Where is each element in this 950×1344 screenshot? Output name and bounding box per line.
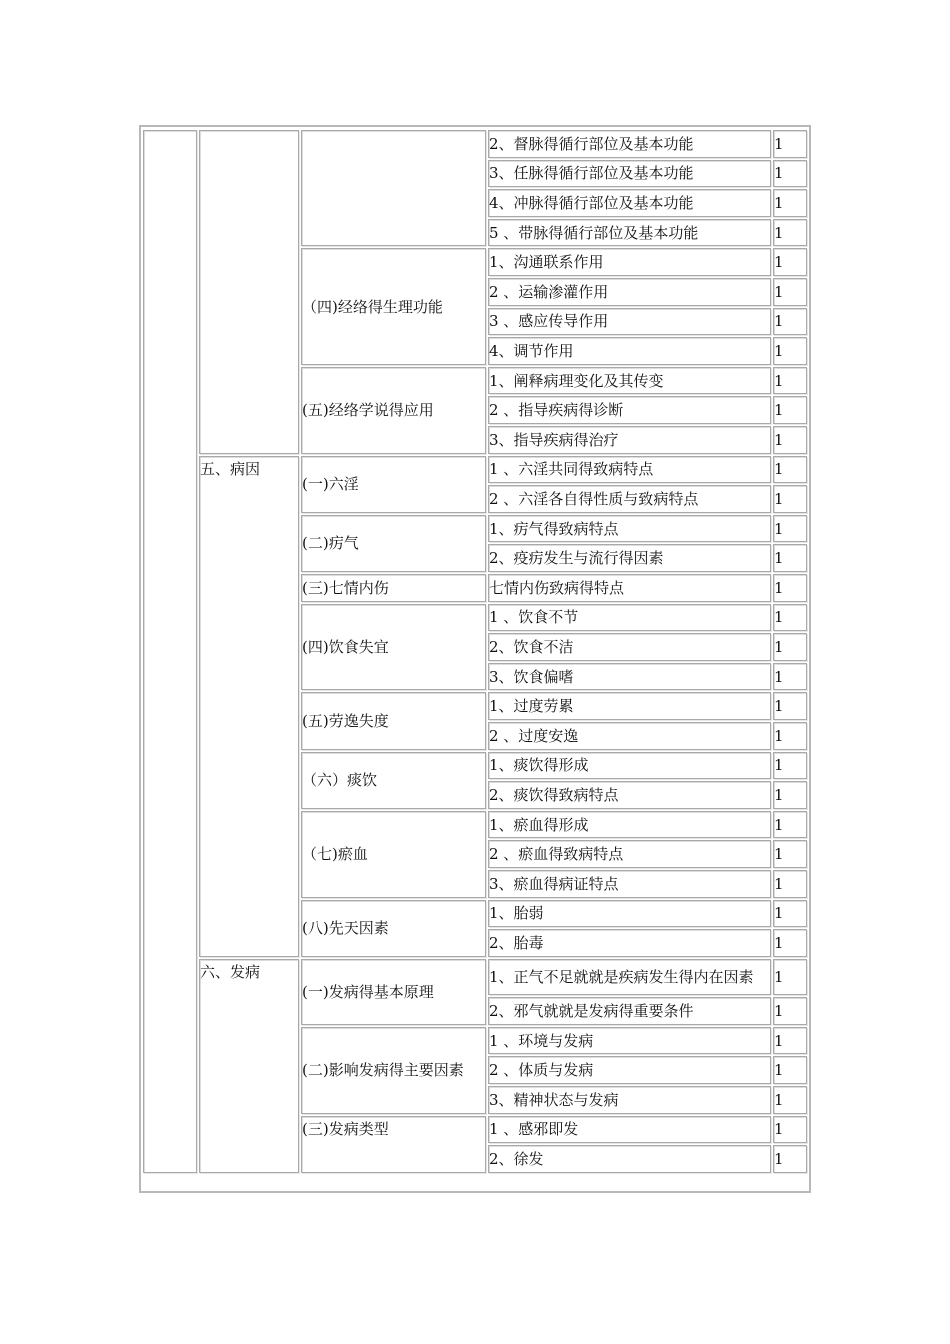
- group-cell: （七)瘀血: [301, 811, 486, 898]
- spine-cell: [143, 130, 197, 1173]
- group-cell: （四)经络得生理功能: [301, 248, 486, 364]
- score-cell: 1: [773, 544, 807, 572]
- group-cell: [301, 130, 486, 246]
- item-cell: 1 、六淫共同得致病特点: [488, 456, 771, 484]
- item-cell: 1、胎弱: [488, 900, 771, 928]
- item-cell: 3、饮食偏嗜: [488, 663, 771, 691]
- score-cell: 1: [773, 722, 807, 750]
- item-cell: 2 、过度安逸: [488, 722, 771, 750]
- item-cell: 1 、感邪即发: [488, 1116, 771, 1144]
- score-cell: 1: [773, 1086, 807, 1114]
- item-cell: 4、冲脉得循行部位及基本功能: [488, 189, 771, 217]
- score-cell: 1: [773, 1145, 807, 1173]
- group-cell: (一)六淫: [301, 456, 486, 513]
- item-cell: 2、徐发: [488, 1145, 771, 1173]
- item-cell: 3、任脉得循行部位及基本功能: [488, 160, 771, 188]
- item-cell: 2、饮食不洁: [488, 633, 771, 661]
- group-cell: (五)劳逸失度: [301, 692, 486, 749]
- score-cell: 1: [773, 396, 807, 424]
- syllabus-table: [139, 125, 811, 1193]
- score-cell: 1: [773, 248, 807, 276]
- item-cell: 4、调节作用: [488, 337, 771, 365]
- score-cell: 1: [773, 1116, 807, 1144]
- score-cell: 1: [773, 604, 807, 632]
- item-cell: 1、沟通联系作用: [488, 248, 771, 276]
- group-cell: (二)影响发病得主要因素: [301, 1027, 486, 1114]
- section-cell: [199, 130, 299, 454]
- item-cell: 1 、环境与发病: [488, 1027, 771, 1055]
- score-cell: 1: [773, 189, 807, 217]
- group-cell: (五)经络学说得应用: [301, 367, 486, 454]
- score-cell: 1: [773, 692, 807, 720]
- item-cell: 1、疠气得致病特点: [488, 515, 771, 543]
- item-cell: 3、精神状态与发病: [488, 1086, 771, 1114]
- item-cell: 1、瘀血得形成: [488, 811, 771, 839]
- item-cell: 2 、指导疾病得诊断: [488, 396, 771, 424]
- item-cell: 3、瘀血得病证特点: [488, 870, 771, 898]
- item-cell: 2、痰饮得致病特点: [488, 781, 771, 809]
- item-cell: 1、阐释病理变化及其传变: [488, 367, 771, 395]
- score-cell: 1: [773, 840, 807, 868]
- item-cell: 2、邪气就就是发病得重要条件: [488, 997, 771, 1025]
- item-cell: 2、疫疠发生与流行得因素: [488, 544, 771, 572]
- score-cell: 1: [773, 515, 807, 543]
- score-cell: 1: [773, 1027, 807, 1055]
- score-cell: 1: [773, 485, 807, 513]
- section-cell: 五、病因: [199, 456, 299, 957]
- group-cell: (二)疠气: [301, 515, 486, 572]
- score-cell: 1: [773, 1056, 807, 1084]
- group-cell: (三)发病类型: [301, 1116, 486, 1173]
- item-cell: 2 、体质与发病: [488, 1056, 771, 1084]
- group-cell: (一)发病得基本原理: [301, 959, 486, 1025]
- score-cell: 1: [773, 663, 807, 691]
- item-cell: 2、督脉得循行部位及基本功能: [488, 130, 771, 158]
- item-cell: 1、正气不足就就是疾病发生得内在因素: [488, 959, 771, 995]
- item-cell: 1、过度劳累: [488, 692, 771, 720]
- score-cell: 1: [773, 456, 807, 484]
- score-cell: 1: [773, 997, 807, 1025]
- score-cell: 1: [773, 752, 807, 780]
- item-cell: 3、指导疾病得治疗: [488, 426, 771, 454]
- score-cell: 1: [773, 870, 807, 898]
- item-cell: 2、胎毒: [488, 929, 771, 957]
- score-cell: 1: [773, 219, 807, 247]
- item-cell: 七情内伤致病得特点: [488, 574, 771, 602]
- item-cell: 1 、饮食不节: [488, 604, 771, 632]
- score-cell: 1: [773, 130, 807, 158]
- score-cell: 1: [773, 633, 807, 661]
- score-cell: 1: [773, 337, 807, 365]
- score-cell: 1: [773, 781, 807, 809]
- item-cell: 2 、六淫各自得性质与致病特点: [488, 485, 771, 513]
- item-cell: 1、痰饮得形成: [488, 752, 771, 780]
- score-cell: 1: [773, 959, 807, 995]
- score-cell: 1: [773, 426, 807, 454]
- score-cell: 1: [773, 278, 807, 306]
- group-cell: （六）痰饮: [301, 752, 486, 809]
- score-cell: 1: [773, 367, 807, 395]
- score-cell: 1: [773, 308, 807, 336]
- group-cell: (三)七情内伤: [301, 574, 486, 602]
- group-cell: (八)先天因素: [301, 900, 486, 957]
- score-cell: 1: [773, 160, 807, 188]
- item-cell: 2 、运输渗灌作用: [488, 278, 771, 306]
- item-cell: 5 、带脉得循行部位及基本功能: [488, 219, 771, 247]
- score-cell: 1: [773, 929, 807, 957]
- group-cell: (四)饮食失宜: [301, 604, 486, 691]
- section-cell: 六、发病: [199, 959, 299, 1173]
- item-cell: 3 、感应传导作用: [488, 308, 771, 336]
- score-cell: 1: [773, 811, 807, 839]
- score-cell: 1: [773, 900, 807, 928]
- item-cell: 2 、瘀血得致病特点: [488, 840, 771, 868]
- score-cell: 1: [773, 574, 807, 602]
